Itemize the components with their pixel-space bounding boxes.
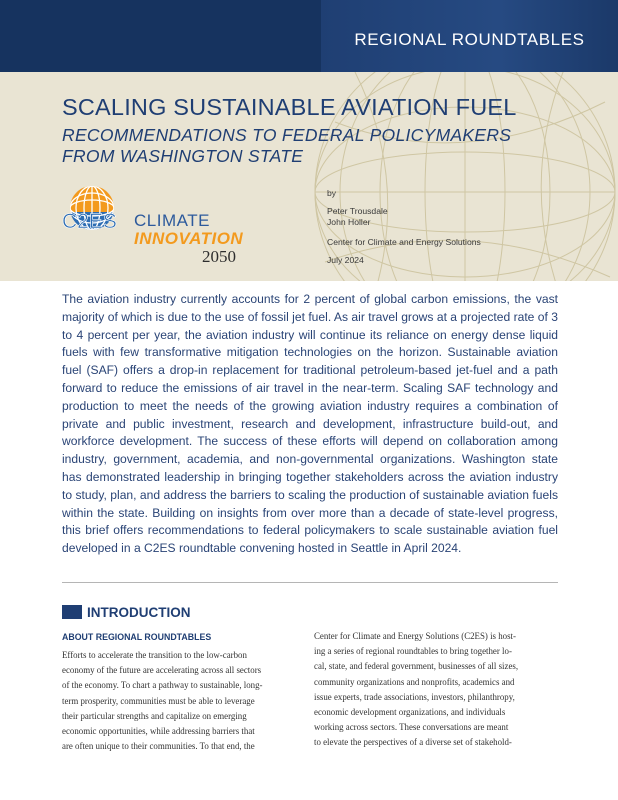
header-tab xyxy=(321,0,618,72)
body-line: economy of the future are accelerating across all sectors xyxy=(62,665,262,676)
introduction-heading xyxy=(62,604,191,620)
top-banner xyxy=(0,0,618,72)
abstract-paragraph: The aviation industry currently accounts for 2 percent of global carbon emissions, the vast majority of which is due to the use of fossil jet fuel. As air travel grows at a projected rate of 3 to 4 percent per year, the aviation industry will continue its reliance on energy dense liquid fuels with few transformative mitigation technologies on the horizon. Sustainable aviation fuel (SAF) offers a drop-in replacement for traditional petroleum-based jet-fuel and a path forward to reduce the emissions of air travel in the near-term. Scaling SAF technology and production to meet the needs of the growing aviation industry requires a combination of private and public investment, research and development, infrastructure build-out, and workforce development. The success of these efforts will depend on collaboration among industry, government, academia, and non-governmental organizations. Washington state has demonstrated leadership in bringing together stakeholders across the aviation industry to study, plan, and address the barriers to scaling the production of sustainable aviation fuels within the state. Building on insights from over more than a decade of state-level progress, this brief offers recommendations to federal policymakers to scale sustainable aviation fuel developed in a C2ES roundtable convening hosted in Seattle in April 2024. xyxy=(62,292,558,556)
body-line: community organizations and nonprofits, academics and xyxy=(314,676,515,687)
byline-organization: Center for Climate and Energy Solutions xyxy=(327,237,481,247)
heading-marker xyxy=(62,605,82,619)
body-line: working across sectors. These conversations are meant xyxy=(314,722,509,733)
body-line: term prosperity, communities must be able to leverage xyxy=(62,695,255,706)
byline-by: by xyxy=(327,188,337,198)
body-line: economic development organizations, and individuals xyxy=(314,707,506,718)
section-divider xyxy=(62,582,558,583)
body-line: Efforts to accelerate the transition to the low-carbon xyxy=(62,650,247,660)
logo-word-innovation: INNOVATION xyxy=(134,229,244,248)
logo-year: 2050 xyxy=(202,247,236,264)
logo-word-climate: CLIMATE xyxy=(134,211,210,230)
logo-mark-text: C2ES xyxy=(62,210,117,233)
byline-author-1: Peter Trousdale xyxy=(327,206,388,216)
byline-author-2: John Holler xyxy=(327,217,371,227)
document-subtitle-line-2: FROM WASHINGTON STATE xyxy=(62,146,304,166)
header-tab-label: REGIONAL ROUNDTABLES xyxy=(354,30,585,49)
body-line: their particular strengths and capitalize on emerging xyxy=(62,710,247,721)
body-line: are often unique to their communities. To that end, the xyxy=(62,741,255,752)
body-line: issue experts, trade associations, investors, philanthropy, xyxy=(314,691,515,702)
body-line: cal, state, and federal government, businesses of all sizes, xyxy=(314,661,519,672)
intro-column-left xyxy=(62,648,302,754)
document-subtitle-line-1: RECOMMENDATIONS TO FEDERAL POLICYMAKERS xyxy=(62,125,512,145)
about-roundtables-subheading: ABOUT REGIONAL ROUNDTABLES xyxy=(62,632,212,642)
body-line: Center for Climate and Energy Solutions (C2ES) is host- xyxy=(314,631,516,641)
byline-date: July 2024 xyxy=(327,255,364,265)
document-title: SCALING SUSTAINABLE AVIATION FUEL xyxy=(62,94,517,120)
introduction-heading-text: INTRODUCTION xyxy=(87,604,191,620)
body-line: ing a series of regional roundtables to bring together lo- xyxy=(314,646,512,657)
body-line: economic opportunities, while addressing barriers that xyxy=(62,726,255,737)
intro-column-right xyxy=(314,629,558,751)
c2es-climate-innovation-logo xyxy=(62,184,292,264)
body-line: to elevate the perspectives of a diverse set of stakehold- xyxy=(314,737,512,748)
body-line: of the economy. To chart a pathway to sustainable, long- xyxy=(62,680,263,691)
